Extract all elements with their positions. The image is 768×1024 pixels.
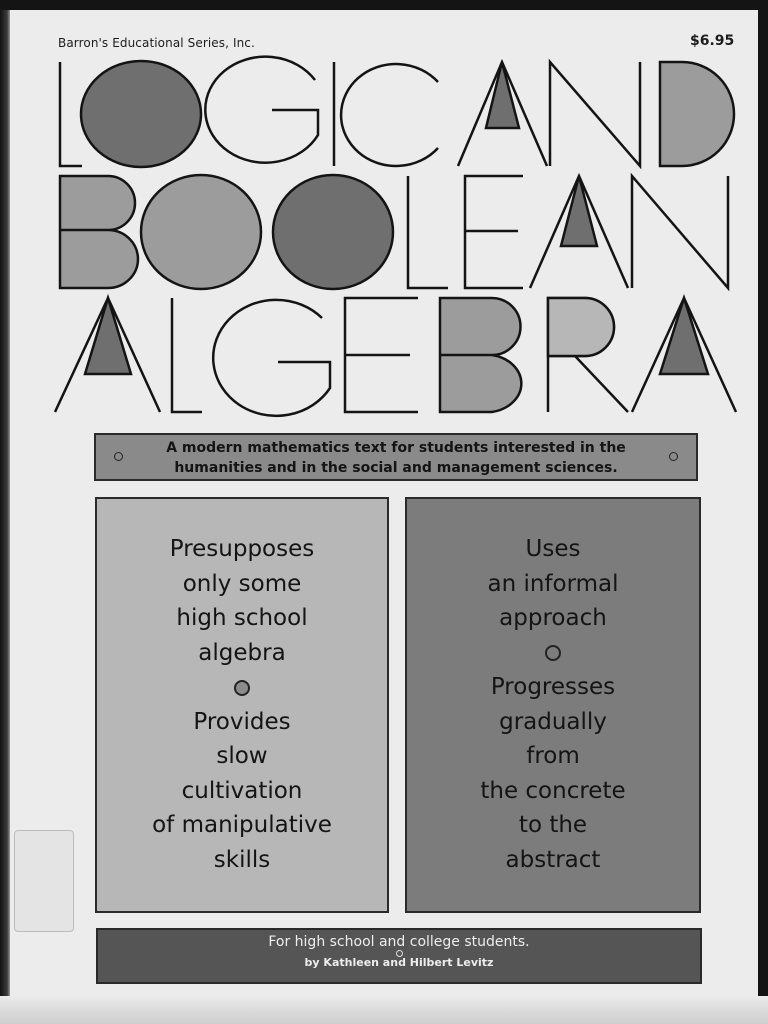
publisher-name: Barron's Educational Series, Inc.: [58, 36, 255, 50]
feature-text: to the: [518, 812, 588, 838]
subtitle-line-1: A modern mathematics text for students interested in the: [166, 440, 626, 456]
title-word-and: [458, 62, 734, 166]
feature-text: Provides: [193, 708, 291, 735]
feature-text: algebra: [198, 639, 286, 666]
feature-text: only some: [182, 570, 302, 597]
feature-separator: [97, 670, 387, 705]
feature-text: of manipulative: [152, 812, 332, 838]
feature-text: Uses: [525, 536, 581, 562]
feature-text: the concrete: [480, 777, 626, 804]
feature-text: from: [526, 743, 580, 769]
audience-text: For high school and college students.: [268, 934, 530, 950]
title-lettering: [0, 0, 768, 430]
feature-text: slow: [216, 743, 268, 769]
feature-text: high school: [176, 605, 308, 631]
features-panel-left: [95, 497, 389, 913]
title-word-boolean: [60, 175, 728, 289]
banner-right-circle-icon: [669, 452, 678, 461]
feature-text: an informal: [487, 570, 619, 597]
feature-text: Progresses: [490, 674, 616, 700]
feature-text: cultivation: [181, 777, 303, 804]
feature-text: abstract: [505, 846, 601, 873]
subtitle-line-2: humanities and in the social and management sciences.: [174, 460, 618, 476]
price-tag: $6.95: [690, 33, 735, 49]
audience-banner: [96, 928, 702, 984]
features-panel-right: [405, 497, 701, 913]
banner-left-circle-icon: [114, 452, 123, 461]
title-word-logic: [60, 57, 438, 167]
bullet-circle-icon: [545, 645, 561, 661]
cover-bottom-edge: [0, 996, 768, 1024]
title-word-algebra: [55, 298, 736, 416]
feature-text: skills: [213, 846, 271, 873]
subtitle-banner: [94, 433, 698, 481]
feature-text: Presupposes: [169, 536, 315, 562]
feature-text: approach: [499, 605, 607, 631]
library-label-sticker: [14, 830, 74, 932]
bullet-circle-icon: [234, 680, 250, 696]
feature-separator: [407, 636, 699, 671]
feature-text: gradually: [499, 708, 607, 735]
author-credit: by Kathleen and Hilbert Levitz: [304, 956, 494, 969]
